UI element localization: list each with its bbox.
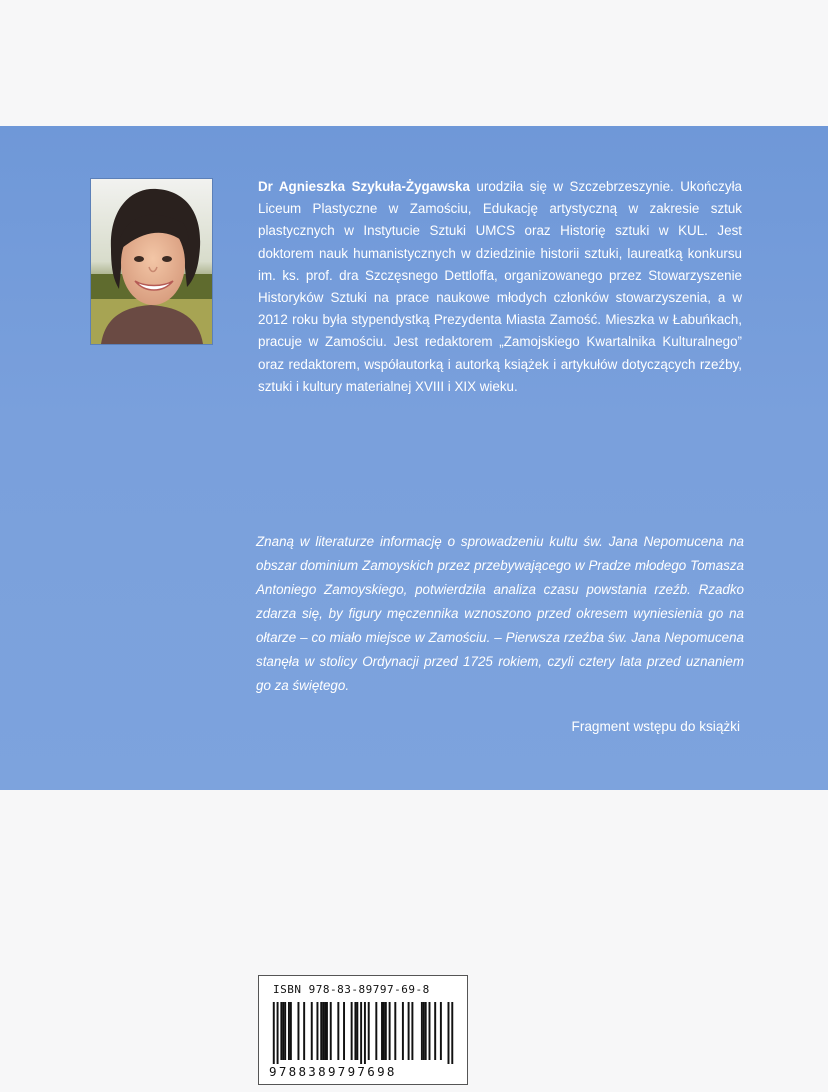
barcode-bar (440, 1002, 442, 1060)
ean-digits: 9788389797698 (269, 1064, 457, 1079)
isbn-barcode (258, 975, 468, 1085)
barcode-bar (429, 1002, 431, 1060)
barcode-bar (320, 1002, 322, 1060)
barcode-bar (402, 1002, 404, 1060)
barcode-bar (364, 1002, 366, 1066)
barcode-bar (316, 1002, 318, 1060)
barcode-bar (421, 1002, 423, 1060)
barcode-bar (290, 1002, 292, 1060)
barcode-bar (288, 1002, 290, 1060)
barcode-bar (303, 1002, 305, 1060)
barcode-bar (311, 1002, 313, 1060)
barcode-bar (356, 1002, 358, 1060)
excerpt-source: Fragment wstępu do książki (571, 719, 740, 734)
barcode-bar (282, 1002, 284, 1060)
barcode-bar (324, 1002, 326, 1060)
barcode-bar (434, 1002, 436, 1060)
barcode-bar (451, 1002, 453, 1066)
barcode-bar (337, 1002, 339, 1060)
barcode-bar (389, 1002, 391, 1060)
barcode-bar (351, 1002, 353, 1060)
barcode-bar (277, 1002, 279, 1066)
barcode-bar (411, 1002, 413, 1060)
barcode-bar (273, 1002, 275, 1066)
barcode-bar (448, 1002, 450, 1066)
author-photo (90, 178, 213, 345)
book-excerpt-quote: Znaną w literaturze informację o sprowadzeniu kultu św. Jana Nepomucena na obszar dominium Zamoyskich przez przebywającego w Pradze młodego Tomasza Antoniego Zamoyskiego, potwierdziła analiza czasu powstania rzeźb. Rzadko zdarza się, by figury męczennika wznoszono przed okresem wyniesienia go na ołtarze – co miało miejsce w Zamościu. – Pierwsza rzeźba św. Jana Nepomucena stanęła w stolicy Ordynacji przed 1725 rokiem, czyli cztery lata przed uznaniem go za świętego. (256, 534, 744, 693)
barcode-bar (368, 1002, 370, 1060)
author-bio (258, 176, 742, 398)
isbn-label: ISBN 978-83-89797-69-8 (273, 983, 430, 996)
author-bio-text: urodziła się w Szczebrzeszynie. Ukończyła Liceum Plastyczne w Zamościu, Edukację artystyczną w zakresie sztuk plastycznych w Instytucie Sztuki UMCS oraz Historię sztuki w KUL. Jest doktorem nauk humanistycznych w dziedzinie historii sztuki, laureatką konkursu im. ks. prof. dra Szczęsnego Dettloffa, organizowanego przez Stowarzyszenie Historyków Sztuki na prace naukowe młodych członków stowarzyszenia, a w 2012 roku była stypendystką Prezydenta Miasta Zamość. Mieszka w Łabuńkach, pracuje w Zamościu. Jest redaktorem „Zamojskiego Kwartalnika Kulturalnego” oraz redaktorem, współautorką i autorką książek i artykułów dotyczących rzeźby, sztuki i kultury materialnej XVIII i XIX wieku. (258, 179, 742, 394)
barcode-bar (330, 1002, 332, 1060)
barcode-bar (381, 1002, 383, 1060)
barcode-bar (394, 1002, 396, 1060)
barcode-bar (360, 1002, 362, 1066)
barcode-bar (322, 1002, 324, 1060)
barcode-bar (425, 1002, 427, 1060)
barcode-bar (284, 1002, 286, 1060)
barcode-bar (343, 1002, 345, 1060)
barcode-bar (354, 1002, 356, 1060)
barcode-bar (297, 1002, 299, 1060)
barcode-bar (423, 1002, 425, 1060)
barcode-bar (326, 1002, 328, 1060)
barcode-bar (385, 1002, 387, 1060)
barcode-bar (375, 1002, 377, 1060)
barcode-bars (269, 1002, 457, 1066)
barcode-bar (383, 1002, 385, 1060)
barcode-bar (280, 1002, 282, 1060)
author-portrait-image (91, 179, 212, 344)
author-name: Dr Agnieszka Szykuła-Żygawska (258, 179, 470, 194)
barcode-bar (408, 1002, 410, 1060)
